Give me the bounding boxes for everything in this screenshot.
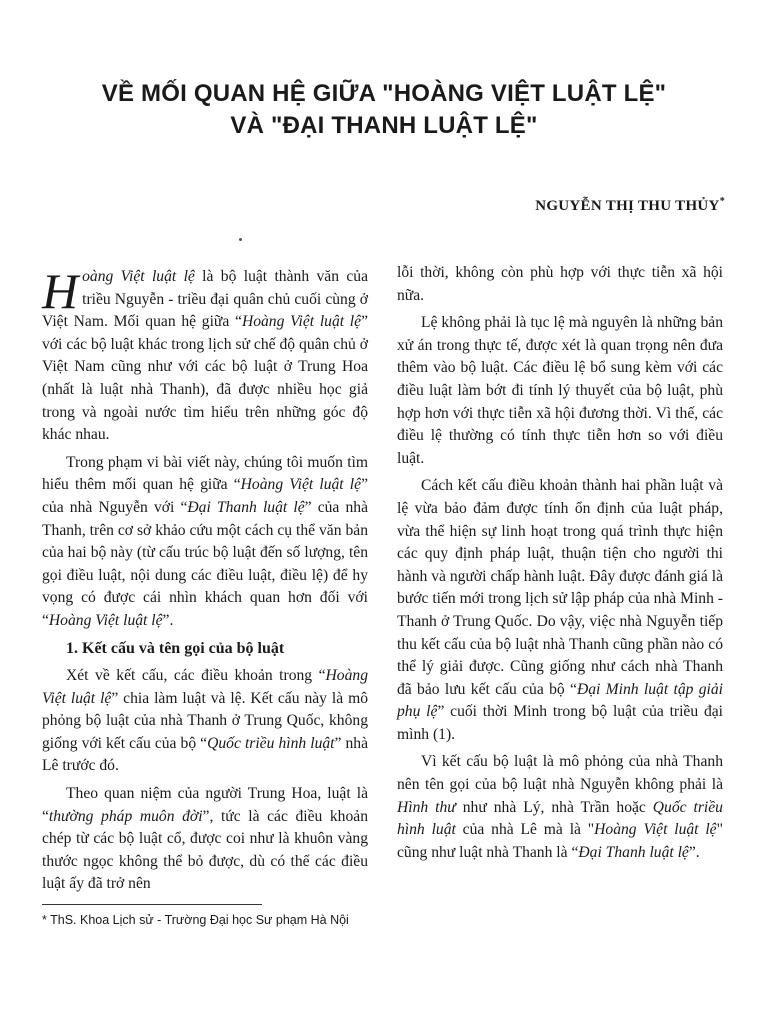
paragraph-continued: lỗi thời, không còn phù hợp với thực tiễn xã hội nữa.: [397, 264, 723, 304]
text-run: ”.: [688, 843, 700, 861]
text-run: là bộ luật thành văn của triều Nguyễn - triều đại quân chủ cuối cùng ở Việt Nam. Mối quan hệ giữa “: [42, 268, 368, 331]
text-run: của nhà Lê mà là ": [455, 821, 595, 839]
title-line-1: VỀ MỐI QUAN HỆ GIỮA "HOÀNG VIỆT LUẬT LỆ": [101, 80, 667, 107]
text-run: Cách kết cấu điều khoản thành hai phần luật và lệ vừa bảo đảm được tính ổn định của luật pháp, vừa thể hiện sự linh hoạt trong quá trình thực hiện các quy định pháp luật, thuận tiện cho người thi hành và người chấp hành luật. Đây được đánh giá là bước tiến mới trong lịch sử lập pháp của nhà Minh - Thanh ở Trung Quốc. Do vậy, việc nhà Nguyễn tiếp thu kết cấu của bộ luật nhà Thanh cũng phần nào có thể lý giải được. Cũng giống như cách nhà Thanh đã bảo lưu kết cấu của bộ “: [397, 477, 723, 698]
paragraph-le-definition: Lệ không phải là tục lệ mà nguyên là những bản xử án trong thực tế, được xét là quan trọng nên đưa thêm vào bộ luật. Các điều lệ bổ sung kèm với các điều luật làm bớt đi tính lý thuyết của bộ luật, phù hợp hơn với thực tiễn xã hội đương thời. Vì thế, các điều lệ thường có tính thực tiễn hơn so với điều luật.: [397, 314, 723, 467]
left-column: [42, 263, 368, 901]
author-footnote-mark: *: [719, 196, 725, 207]
paragraph-concept: [42, 783, 368, 896]
title-line-2: VÀ "ĐẠI THANH LUẬT LỆ": [230, 112, 538, 139]
text-run: như nhà Lý, nhà Trần hoặc: [455, 798, 653, 816]
footnote-mark: *: [42, 913, 47, 927]
footnote-divider: [42, 904, 262, 905]
paragraph-scope: [42, 452, 368, 633]
right-column: [397, 262, 723, 869]
italic-title: Quốc triều hình luật: [207, 734, 335, 752]
text-run: Vì kết cấu bộ luật là mô phỏng của nhà Thanh nên tên gọi của bộ luật nhà Nguyễn không phải là: [397, 753, 723, 794]
paragraph-structure-benefit: [397, 475, 723, 746]
text-run: ”.: [162, 611, 174, 629]
article-title: [40, 78, 728, 142]
footnote: [42, 913, 349, 927]
italic-title: Hoàng Việt luật lệ: [594, 821, 717, 839]
italic-title: Hoàng Việt luật lệ: [42, 667, 368, 707]
text-run: ” cuối thời Minh trong bộ luật của triều đại mình (1).: [397, 703, 723, 743]
italic-title: Hình thư: [397, 798, 456, 816]
section-heading: 1. Kết cấu và tên gọi của bộ luật: [66, 639, 285, 657]
text-run: ” của nhà Thanh, trên cơ sở khảo cứu một cách cụ thể văn bản của hai bộ này (từ cấu trúc bộ luật đến số lượng, tên gọi điều luật, nội dung các điều luật, điều lệ) để hy vọng có được cái nhìn khách quan hơn đối với “: [42, 498, 368, 629]
italic-title: Đại Minh luật tập giải phụ lệ: [397, 680, 724, 721]
italic-title: Hoàng Việt luật lệ: [241, 313, 362, 331]
italic-title: Hoàng Việt luật lệ: [240, 476, 362, 494]
italic-title: Quốc triều hình luật: [397, 798, 723, 839]
text-run: ” của nhà Nguyễn với “: [42, 476, 368, 516]
text-run: ” nhà Lê trước đó.: [42, 734, 368, 775]
paragraph-structure: [42, 665, 368, 778]
paragraph-intro: [42, 263, 368, 447]
dropcap-letter: H: [42, 263, 79, 319]
text-run: Theo quan niệm của người Trung Hoa, luật là “: [42, 785, 368, 825]
text-run: " cũng như luật nhà Thanh là “: [397, 821, 723, 861]
text-run: Xét về kết cấu, các điều khoản trong “: [66, 667, 326, 685]
text-run: ” với các bộ luật khác trong lịch sử chế độ quân chủ ở Việt Nam cũng như với các bộ luật ở Trung Hoa (nhất là luật nhà Thanh), đã được nhiều học giả trong và ngoài nước tìm hiểu trên những góc độ khác nhau.: [42, 313, 368, 444]
italic-title: oàng Việt luật lệ: [82, 268, 195, 285]
author-name: [535, 196, 725, 215]
decorative-dot: [239, 238, 242, 241]
paragraph-naming: [397, 751, 723, 864]
text-run: ” chia làm luật và lệ. Kết cấu này là mô phỏng bộ luật của nhà Thanh ở Trung Quốc, không giống với kết cấu của bộ “: [42, 689, 368, 752]
italic-title: Đại Thanh luật lệ: [578, 843, 689, 861]
author-text: NGUYỄN THỊ THU THỦY: [535, 198, 720, 214]
text-run: ”, tức là các điều khoản chép từ các bộ luật cổ, được coi như là khuôn vàng thước ngọc không thể bỏ được, dù có thể các điều luật ấy đã trở nên: [42, 807, 368, 893]
italic-title: Hoàng Việt luật lệ: [48, 611, 163, 629]
italic-phrase: thường pháp muôn đời: [48, 807, 203, 825]
footnote-text: ThS. Khoa Lịch sử - Trường Đại học Sư phạm Hà Nội: [46, 913, 349, 927]
italic-title: Đại Thanh luật lệ: [187, 498, 305, 516]
text-run: Trong phạm vi bài viết này, chúng tôi muốn tìm hiểu thêm mối quan hệ giữa “: [42, 453, 368, 494]
